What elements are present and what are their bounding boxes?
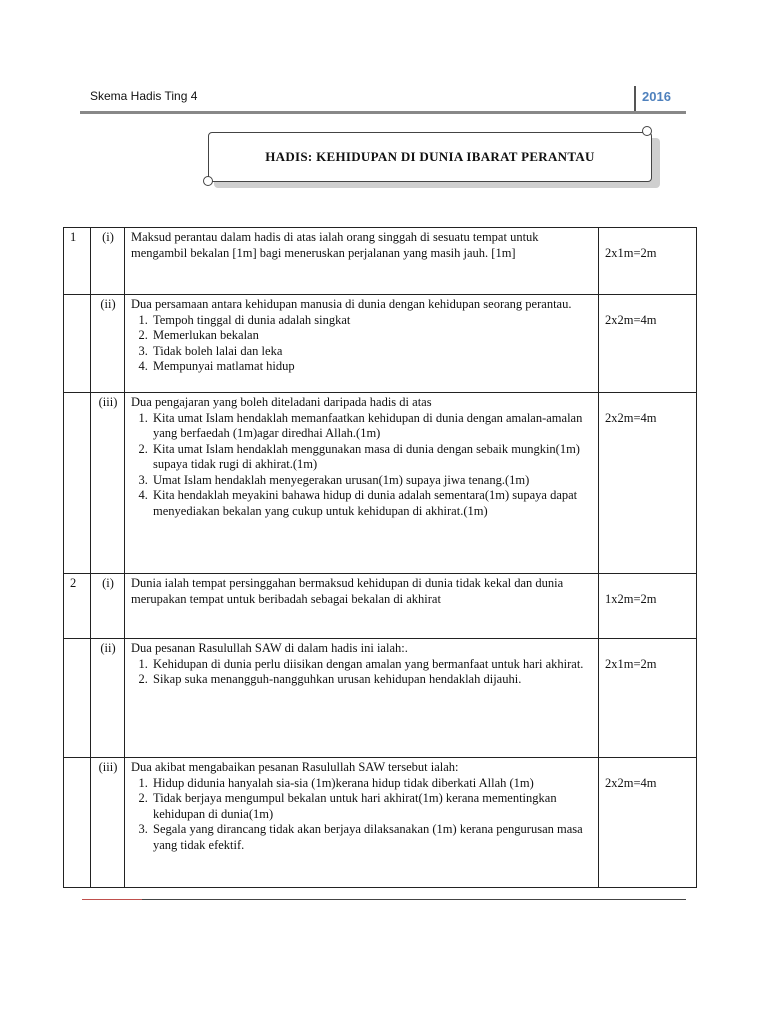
list-item: 2. Kita umat Islam hendaklah menggunakan masa di dunia dengan sebaik mungkin(1m) supaya tidak rugi di akhirat.(1m) — [151, 442, 593, 473]
table-row — [64, 758, 697, 888]
table-row — [64, 639, 697, 758]
mark-cell — [599, 639, 697, 758]
mark-cell — [599, 758, 697, 888]
list-item: 4. Kita hendaklah meyakini bahawa hidup di dunia adalah sementara(1m) supaya dapat menyediakan bekalan yang cukup untuk kehidupan di akhirat.(1m) — [151, 488, 593, 519]
mark-cell — [599, 228, 697, 295]
answer-text: Maksud perantau dalam hadis di atas ialah orang singgah di sesuatu tempat untuk mengambil bekalan [1m] bagi meneruskan perjalanan yang masih jauh. [1m] — [131, 230, 539, 260]
answer-text: Dua persamaan antara kehidupan manusia di dunia dengan kehidupan seorang perantau. — [131, 297, 572, 311]
sub-question-label: (ii) — [91, 639, 125, 758]
header-year: 2016 — [642, 89, 671, 104]
answer-cell — [125, 758, 599, 888]
list-item: 1. Kita umat Islam hendaklah memanfaatkan kehidupan di dunia dengan amalan-amalan yang berfaedah (1m)agar diredhai Allah.(1m) — [151, 411, 593, 442]
list-item: 1. Hidup didunia hanyalah sia-sia (1m)kerana hidup tidak diberkati Allah (1m) — [151, 776, 593, 792]
answer-list — [131, 411, 593, 520]
list-item: 3. Tidak boleh lalai dan leka — [151, 344, 593, 360]
mark-value: 2x1m=2m — [605, 657, 657, 671]
sub-question-label: (i) — [91, 228, 125, 295]
table-row — [64, 393, 697, 574]
list-item: 4. Mempunyai matlamat hidup — [151, 359, 593, 375]
list-item: 1. Tempoh tinggal di dunia adalah singkat — [151, 313, 593, 329]
question-number: 2 — [64, 574, 91, 639]
answer-cell — [125, 295, 599, 393]
header-rule — [80, 111, 686, 114]
mark-value: 2x2m=4m — [605, 776, 657, 790]
sub-question-label: (ii) — [91, 295, 125, 393]
table-row — [64, 228, 697, 295]
mark-cell — [599, 574, 697, 639]
answer-cell — [125, 393, 599, 574]
answer-list — [131, 313, 593, 375]
answer-table — [63, 227, 697, 888]
sub-question-label: (iii) — [91, 758, 125, 888]
list-item: 2. Memerlukan bekalan — [151, 328, 593, 344]
answer-cell — [125, 228, 599, 295]
mark-value: 2x2m=4m — [605, 313, 657, 327]
answer-text: Dunia ialah tempat persinggahan bermaksud kehidupan di dunia tidak kekal dan dunia merupakan tempat untuk beribadah sebagai bekalan di akhirat — [131, 576, 564, 606]
list-item: 2. Sikap suka menangguh-nangguhkan urusan kehidupan hendaklah dijauhi. — [151, 672, 593, 688]
mark-value: 1x2m=2m — [605, 592, 657, 606]
question-number: 1 — [64, 228, 91, 295]
answer-cell — [125, 574, 599, 639]
answer-text: Dua pengajaran yang boleh diteladani daripada hadis di atas — [131, 395, 432, 409]
answer-text: Dua akibat mengabaikan pesanan Rasulullah SAW tersebut ialah: — [131, 760, 459, 774]
table-row — [64, 574, 697, 639]
mark-value: 2x1m=2m — [605, 246, 657, 260]
mark-value: 2x2m=4m — [605, 411, 657, 425]
sub-question-label: (i) — [91, 574, 125, 639]
header-title: Skema Hadis Ting 4 — [90, 89, 198, 103]
question-number — [64, 639, 91, 758]
page-title: HADIS: KEHIDUPAN DI DUNIA IBARAT PERANTAU — [265, 149, 595, 164]
footer-rule — [82, 899, 686, 900]
list-item: 2. Tidak berjaya mengumpul bekalan untuk hari akhirat(1m) kerana mementingkan kehidupan di dunia(1m) — [151, 791, 593, 822]
header-divider — [634, 86, 636, 112]
table-row — [64, 295, 697, 393]
question-number — [64, 758, 91, 888]
mark-cell — [599, 295, 697, 393]
answer-text: Dua pesanan Rasulullah SAW di dalam hadis ini ialah:. — [131, 641, 408, 655]
list-item: 3. Segala yang dirancang tidak akan berjaya dilaksanakan (1m) kerana pengurusan masa yang tidak efektif. — [151, 822, 593, 853]
sub-question-label: (iii) — [91, 393, 125, 574]
question-number — [64, 393, 91, 574]
list-item: 3. Umat Islam hendaklah menyegerakan urusan(1m) supaya jiwa tenang.(1m) — [151, 473, 593, 489]
list-item: 1. Kehidupan di dunia perlu diisikan dengan amalan yang bermanfaat untuk hari akhirat. — [151, 657, 593, 673]
answer-list — [131, 776, 593, 854]
answer-list — [131, 657, 593, 688]
answer-cell — [125, 639, 599, 758]
footer-accent — [82, 899, 142, 900]
question-number — [64, 295, 91, 393]
mark-cell — [599, 393, 697, 574]
